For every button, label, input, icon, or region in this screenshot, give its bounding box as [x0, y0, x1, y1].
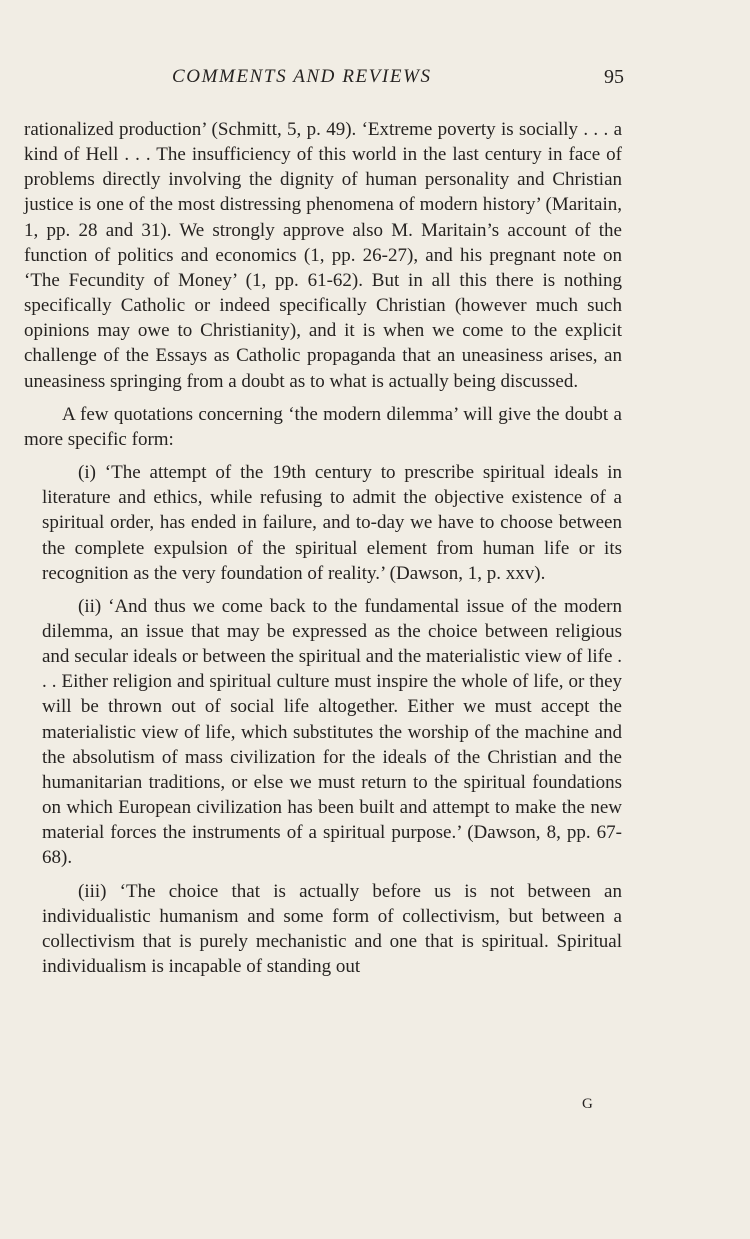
paragraph-intro-quotations: A few quotations concerning ‘the modern dilemma’ will give the doubt a more specific form:: [24, 403, 622, 450]
running-head: COMMENTS AND REVIEWS: [172, 66, 432, 87]
page-number: 95: [604, 66, 624, 88]
paragraph-continuation: rationalized production’ (Schmitt, 5, p. 49). ‘Extreme poverty is socially . . . a kind of Hell . . . The insufficiency of this world in the last century in face of problems directly involving the dignity of human personality and Christian justice is one of the most distressing phenomena of modern history’ (Maritain, 1, pp. 28 and 31). We strongly approve also M. Maritain’s account of the function of politics and economics (1, pp. 26-27), and his pregnant note on ‘The Fecundity of Money’ (1, pp. 61-62). But in all this there is nothing specifically Catholic or indeed specifically Christian (however much such opinions may owe to Christianity), and it is when we come to the explicit challenge of the Essays as Catholic propaganda that an uneasiness arises, an uneasiness springing from a doubt as to what is actually being discussed.: [24, 119, 622, 392]
signature-mark: G: [582, 1096, 593, 1112]
body-text: [24, 117, 622, 979]
quotation-ii: (ii) ‘And thus we come back to the fundamental issue of the modern dilemma, an issue that may be expressed as the choice between religious and secular ideals or between the spiritual and the materialistic view of life . . . Either religion and spiritual culture must inspire the whole of life, or they will be thrown out of social life altogether. Either we must accept the materialistic view of life, which substitutes the worship of the machine and the absolutism of mass civilization for the ideals of the Christian and the humanitarian traditions, or else we must return to the spiritual foundations on which European civilization has been built and attempt to make the new material forces the instruments of a spiritual purpose.’ (Dawson, 8, pp. 67-68).: [42, 595, 622, 869]
page-header: [0, 66, 750, 92]
quotation-iii: (iii) ‘The choice that is actually before us is not between an individualistic humanism and some form of collectivism, but between a collectivism that is purely mechanistic and one that is spiritual. Spiritual individualism is incapable of standing out: [42, 880, 622, 977]
quotation-i: (i) ‘The attempt of the 19th century to prescribe spiritual ideals in literature and ethics, while refusing to admit the objective existence of a spiritual order, has ended in failure, and to-day we have to choose between the complete expulsion of the spiritual element from human life or its recognition as the very foundation of reality.’ (Dawson, 1, p. xxv).: [42, 462, 622, 584]
